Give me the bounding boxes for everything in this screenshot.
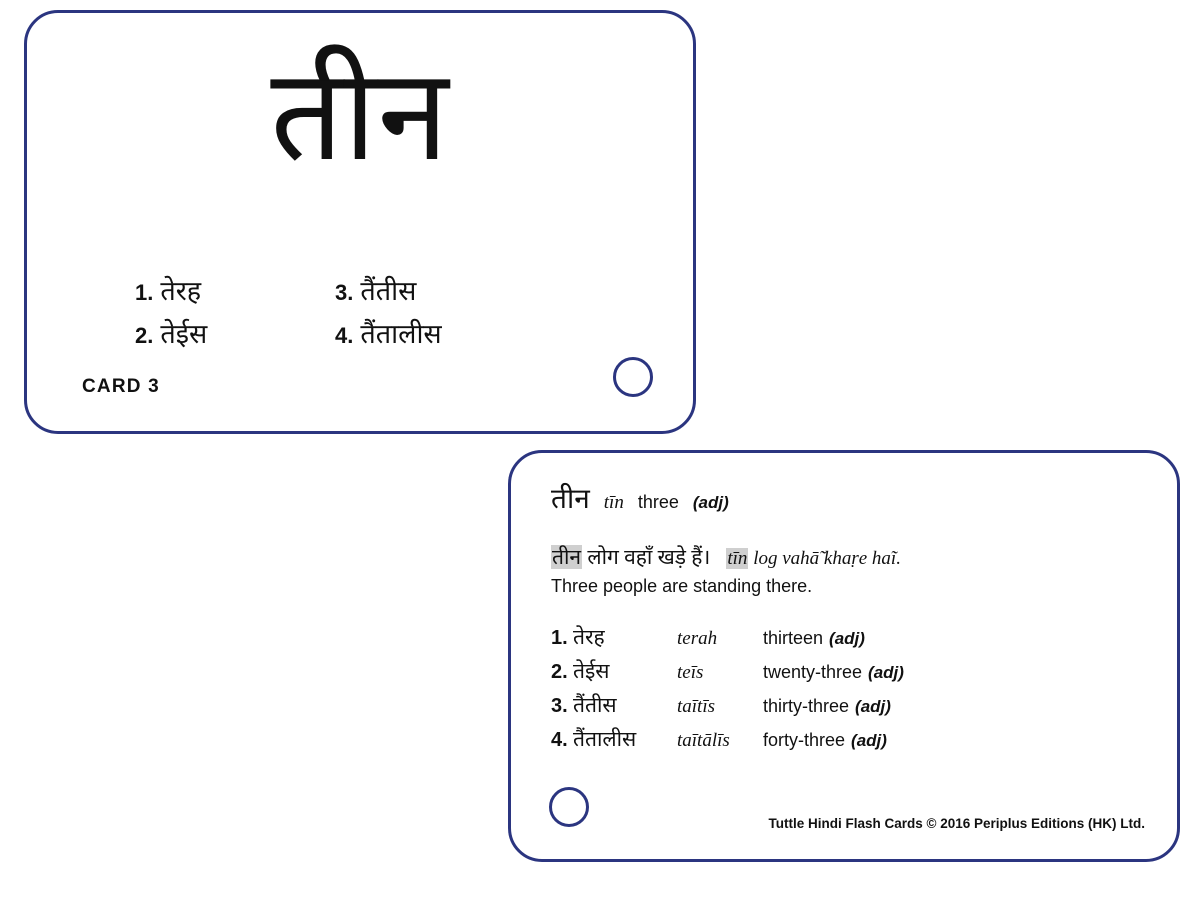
item-number: 3.: [335, 280, 354, 305]
back-headword: तीन: [551, 484, 590, 515]
item-devanagari: तैंतीस: [573, 693, 617, 717]
item-devanagari: तेईस: [573, 659, 610, 683]
punch-hole-icon: [613, 357, 653, 397]
item-number: 1.: [135, 280, 154, 305]
front-word-list: [135, 271, 595, 357]
item-translit: taītālīs: [677, 730, 730, 751]
item-translit: terah: [677, 628, 718, 649]
example-sentence-row: [551, 543, 1147, 571]
list-item: [335, 314, 535, 357]
list-item: [135, 271, 335, 314]
item-word: तेरह: [160, 276, 202, 306]
item-devanagari: तैंतालीस: [573, 727, 637, 751]
item-number: 2.: [135, 323, 154, 348]
back-headword-translit: tīn: [603, 492, 624, 513]
example-devanagari-highlight: तीन: [552, 545, 582, 569]
item-pos: (adj): [851, 731, 887, 750]
item-number: 1.: [551, 627, 568, 649]
item-word: तैंतालीस: [360, 319, 442, 349]
item-pos: (adj): [829, 629, 865, 648]
example-devanagari: [551, 543, 710, 571]
punch-hole-icon: [549, 787, 589, 827]
flashcard-front: [24, 10, 696, 434]
list-item: [335, 271, 535, 314]
item-english: forty-three: [763, 730, 846, 750]
item-translit: teīs: [677, 662, 704, 683]
item-translit: taītīs: [677, 696, 716, 717]
list-item: [551, 725, 1147, 753]
item-english: thirty-three: [763, 696, 850, 716]
list-item: [551, 691, 1147, 719]
list-item: [135, 314, 335, 357]
item-english: twenty-three: [763, 662, 863, 682]
list-item: [551, 623, 1147, 651]
item-devanagari: तेरह: [573, 625, 605, 649]
item-number: 3.: [551, 695, 568, 717]
item-pos: (adj): [855, 697, 891, 716]
item-word: तेईस: [160, 319, 208, 349]
item-number: 4.: [335, 323, 354, 348]
item-number: 2.: [551, 661, 568, 683]
example-translit: [726, 548, 901, 570]
example-devanagari-rest: लोग वहाँ खड़े हैं।: [587, 545, 711, 569]
back-headword-pos: (adj): [692, 493, 729, 512]
item-number: 4.: [551, 729, 568, 751]
copyright-notice: Tuttle Hindi Flash Cards © 2016 Periplus Editions (HK) Ltd.: [768, 816, 1145, 831]
back-headword-row: [551, 479, 1147, 517]
example-english: Three people are standing there.: [551, 576, 813, 596]
item-pos: (adj): [868, 663, 904, 682]
item-english: thirteen: [763, 628, 824, 648]
front-headword: तीन: [270, 45, 450, 187]
example-translit-highlight: tīn: [727, 548, 748, 569]
list-item: [551, 657, 1147, 685]
back-headword-gloss: three: [637, 492, 679, 512]
item-word: तैंतीस: [360, 276, 417, 306]
flashcard-back: [508, 450, 1180, 862]
back-word-list: [551, 623, 1147, 753]
card-number-label: CARD 3: [82, 376, 160, 397]
example-translit-rest: log vahā̃ khaṛe haĩ.: [753, 548, 901, 569]
